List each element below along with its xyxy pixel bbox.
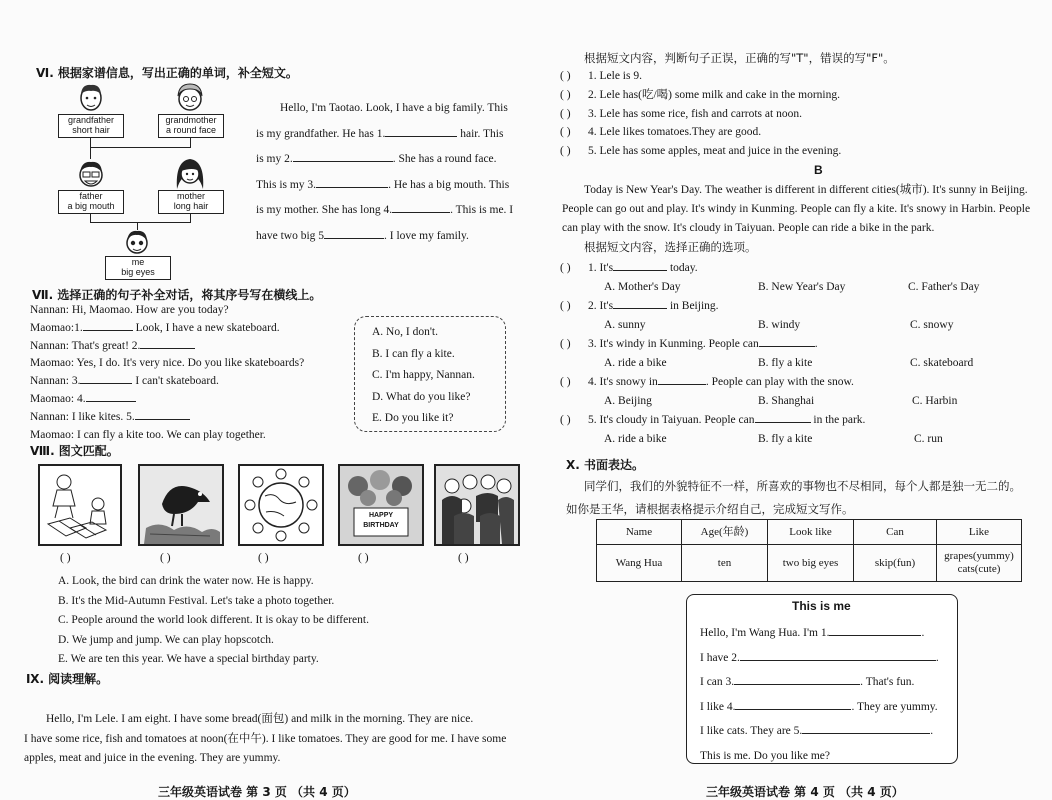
essay-blank-3[interactable] — [734, 674, 860, 685]
picture-crow — [138, 464, 224, 546]
essay-line: I like 4. — [700, 700, 736, 713]
section-9-title: Ⅸ. 阅读理解。 — [26, 672, 109, 686]
tf-paren-5[interactable]: ( ) — [560, 145, 571, 158]
dialog-blank-5[interactable] — [135, 409, 190, 420]
essay-lines — [700, 621, 939, 769]
mc-blank-1[interactable] — [613, 260, 667, 271]
essay-line: I have 2. — [700, 651, 740, 664]
weather-line-2: People can go out and play. It's windy in Kunming. People can fly a kite. It's snowy in Harbin. People — [562, 203, 1031, 215]
mc-blank-3[interactable] — [759, 336, 815, 347]
essay-line: This is me. Do you like me? — [700, 749, 830, 762]
section-6-title: Ⅵ. 根据家谱信息，写出正确的单词，补全短文。 — [36, 66, 298, 80]
weather-line-3: can play with the snow. It's cloudy in Taiyuan. People can ride a bike in the park. — [562, 222, 935, 234]
match-c: C. People around the world look different. It is okay to be different. — [58, 614, 369, 627]
passage-line: is my 2. — [256, 153, 293, 165]
table-cell: ten — [682, 545, 768, 582]
mc-4-opt-c: C. Harbin — [912, 395, 958, 407]
essay-line-end: . — [935, 651, 939, 664]
reading-line-1: Hello, I'm Lele. I am eight. I have some bread(面包) and milk in the morning. They are nice. — [46, 713, 474, 725]
mc-3-opt-b: B. fly a kite — [758, 357, 813, 369]
passage-line: This is my 3. — [256, 178, 317, 191]
mc-stem-3: 3. It's windy in Kunming. People can — [588, 338, 759, 350]
table-cell: skip(fun) — [854, 545, 937, 582]
family-passage — [256, 96, 513, 249]
mc-blank-5[interactable] — [755, 412, 811, 423]
essay-blank-1[interactable] — [829, 625, 921, 636]
section-7-title: Ⅶ. 选择正确的句子补全对话，将其序号写在横线上。 — [32, 288, 322, 302]
passage-line: is my mother. She has long 4. — [256, 204, 393, 216]
mother-trait: long hair — [173, 201, 209, 211]
blank-4[interactable] — [392, 202, 450, 213]
mc-stem-5-end: in the park. — [810, 414, 866, 426]
paren-pic-1[interactable]: ( ) — [60, 552, 71, 564]
mc-stem-1-end: today. — [667, 262, 698, 274]
section-8-title: Ⅷ. 图文匹配。 — [30, 444, 119, 458]
mc-1-opt-a: A. Mother's Day — [604, 281, 681, 293]
tf-questions — [560, 67, 841, 161]
mc-stem-1: 1. It's — [588, 262, 614, 274]
grandmother-trait: a round face — [165, 125, 217, 135]
birthday-sign-line1: HAPPY — [368, 512, 394, 519]
table-cell: grapes(yummy) cats(cute) — [937, 545, 1022, 582]
grandmother-label: grandmother — [165, 115, 217, 125]
weather-passage — [562, 181, 1030, 238]
mc-stem-4: 4. It's snowy in — [588, 376, 658, 388]
mother-label: mother — [176, 191, 205, 201]
mc-stem-2-end: in Beijing. — [667, 300, 719, 312]
table-header: Name — [597, 520, 682, 545]
dialog-blank-3[interactable] — [80, 373, 132, 384]
mc-blank-4[interactable] — [658, 374, 706, 385]
match-sentences — [58, 572, 369, 670]
father-face-icon — [74, 158, 108, 190]
passage-line-end: . He has a big mouth. This — [388, 178, 510, 191]
me-box — [105, 256, 171, 280]
essay-line-end: . — [930, 725, 934, 738]
blank-3[interactable] — [316, 177, 388, 188]
dialog-line: Maomao: Yes, I do. It's very nice. Do you like skateboards? — [30, 357, 305, 370]
mother-box — [158, 190, 224, 214]
dialog-line: Nannan: That's great! 2. — [30, 339, 141, 352]
mc-paren-5[interactable]: ( ) — [560, 414, 571, 426]
dialog-line: Maomao: 4. — [30, 392, 86, 405]
info-table — [596, 519, 1022, 582]
tf-paren-4[interactable]: ( ) — [560, 126, 571, 139]
dialog-line-end: Look, I have a new skateboard. — [132, 321, 280, 334]
birthday-sign — [354, 511, 408, 531]
passage-line: Hello, I'm Taotao. Look, I have a big family. This — [280, 102, 508, 114]
picture-hopscotch — [38, 464, 122, 546]
grandfather-label: grandfather — [67, 115, 115, 125]
dialog — [30, 302, 304, 444]
passage-line-end: . I love my family. — [384, 229, 469, 242]
match-a: A. Look, the bird can drink the water now. He is happy. — [58, 575, 314, 587]
birthday-image — [340, 466, 422, 544]
grandfather-face-icon — [74, 80, 108, 114]
table-header: Like — [937, 520, 1022, 545]
paren-pic-2[interactable]: ( ) — [160, 552, 171, 564]
me-label: me — [131, 257, 145, 267]
paren-pic-3[interactable]: ( ) — [258, 552, 269, 564]
weather-line-1: Today is New Year's Day. The weather is different in different cities(城市). It's sunny in Beijing. — [584, 184, 1028, 196]
passage-line-end: hair. This — [457, 127, 504, 140]
mc-questions — [560, 259, 980, 449]
writing-intro — [566, 475, 1021, 521]
paren-pic-4[interactable]: ( ) — [358, 552, 369, 564]
dialog-blank-4[interactable] — [86, 391, 136, 402]
essay-line-end: . That's fun. — [860, 676, 915, 689]
family-photo-image — [436, 466, 518, 544]
hopscotch-image — [40, 466, 120, 544]
picture-world — [238, 464, 324, 546]
match-b: B. It's the Mid-Autumn Festival. Let's take a photo together. — [58, 594, 335, 607]
world-image — [240, 466, 322, 544]
grandfather-trait: short hair — [72, 125, 110, 135]
passage-line: is my grandfather. He has 1. — [256, 127, 386, 140]
passage-line-end: . This is me. I — [450, 204, 514, 216]
mc-4-opt-b: B. Shanghai — [758, 395, 815, 407]
dialog-blank-1[interactable] — [83, 320, 133, 331]
grandfather-box — [58, 114, 124, 138]
option-b: B. I can fly a kite. — [372, 347, 455, 360]
table-cell: Wang Hua — [597, 545, 682, 582]
blank-2[interactable] — [293, 151, 393, 162]
dialog-line-end: I can't skateboard. — [132, 375, 219, 388]
mc-paren-1[interactable]: ( ) — [560, 262, 571, 274]
table-cell: two big eyes — [768, 545, 854, 582]
mc-paren-3[interactable]: ( ) — [560, 338, 571, 350]
option-a: A. No, I don't. — [372, 326, 438, 338]
mc-paren-4[interactable]: ( ) — [560, 376, 571, 388]
birthday-sign-line2: BIRTHDAY — [363, 522, 399, 529]
option-e: E. Do you like it? — [372, 412, 454, 424]
dialog-line: Nannan: 3. — [30, 375, 81, 388]
mc-2-opt-c: C. snowy — [910, 319, 954, 331]
mc-2-opt-a: A. sunny — [604, 319, 646, 331]
mother-face-icon — [173, 155, 207, 191]
mc-5-opt-b: B. fly a kite — [758, 433, 813, 445]
essay-title: This is me — [792, 599, 851, 613]
tf-paren-2[interactable]: ( ) — [560, 88, 571, 101]
me-face-icon — [121, 227, 153, 257]
part-a-instruction: 根据短文内容，判断句子正误，正确的写"T"，错误的写"F"。 — [584, 51, 895, 65]
grandmother-face-icon — [173, 80, 207, 114]
mc-stem-2: 2. It's — [588, 300, 614, 312]
mc-4-opt-a: A. Beijing — [604, 395, 652, 407]
reading-passage — [24, 710, 506, 769]
crow-image — [140, 466, 222, 544]
essay-line: I like cats. They are 5. — [700, 725, 803, 738]
passage-line-end: . She has a round face. — [392, 153, 497, 165]
footer-page-4: 三年级英语试卷 第 4 页 （共 4 页） — [706, 785, 904, 799]
tf-item-1: 1. Lele is 9. — [588, 70, 642, 82]
match-e: E. We are ten this year. We have a special birthday party. — [58, 653, 319, 666]
section-10-title: Ⅹ. 书面表达。 — [566, 458, 644, 472]
tf-item-2: 2. Lele has(吃/喝) some milk and cake in the morning. — [588, 88, 840, 101]
essay-line-end: . They are yummy. — [851, 700, 938, 713]
essay-blank-4[interactable] — [735, 699, 851, 710]
father-trait: a big mouth — [67, 201, 115, 211]
mc-stem-4-end: . People can play with the snow. — [705, 376, 854, 388]
father-box — [58, 190, 124, 214]
mc-stem-3-end: . — [814, 338, 818, 350]
mc-1-opt-b: B. New Year's Day — [758, 281, 846, 293]
essay-line: Hello, I'm Wang Hua. I'm 1. — [700, 627, 830, 639]
table-header: Age(年龄) — [682, 520, 768, 545]
me-trait: big eyes — [121, 267, 155, 277]
picture-family-photo — [434, 464, 520, 546]
mc-2-opt-b: B. windy — [758, 319, 801, 331]
tf-item-5: 5. Lele has some apples, meat and juice in the evening. — [588, 145, 842, 158]
tf-item-4: 4. Lele likes tomatoes.They are good. — [588, 126, 762, 139]
dialog-line: Maomao:1. — [30, 321, 83, 334]
blank-5[interactable] — [324, 228, 384, 239]
table-header: Can — [854, 520, 937, 545]
table-row — [597, 545, 1022, 582]
grandmother-box — [158, 114, 224, 138]
picture-birthday — [338, 464, 424, 546]
table-header-row — [597, 520, 1022, 545]
mc-3-opt-a: A. ride a bike — [604, 357, 667, 369]
option-c: C. I'm happy, Nannan. — [372, 369, 475, 381]
writing-intro-2: 如你是王华，请根据表格提示介绍自己，完成短文写作。 — [566, 502, 854, 516]
essay-blank-5[interactable] — [802, 723, 930, 734]
mc-blank-2[interactable] — [613, 298, 667, 309]
tf-paren-3[interactable]: ( ) — [560, 107, 571, 120]
options-list — [372, 322, 475, 430]
passage-line: have two big 5 — [256, 229, 325, 242]
dialog-line: Nannan: Hi, Maomao. How are you today? — [30, 304, 229, 316]
dialog-line: Maomao: I can fly a kite too. We can play together. — [30, 428, 266, 441]
mc-5-opt-a: A. ride a bike — [604, 433, 667, 445]
mc-paren-2[interactable]: ( ) — [560, 300, 571, 312]
mc-5-opt-c: C. run — [914, 433, 943, 445]
essay-line-end: . — [921, 627, 925, 639]
mc-stem-5: 5. It's cloudy in Taiyuan. People can — [588, 414, 755, 426]
blank-1[interactable] — [385, 126, 457, 137]
essay-blank-2[interactable] — [740, 650, 936, 661]
reading-line-2: I have some rice, fish and tomatoes at noon(在中午). I like tomatoes. They are good for me. I have some — [24, 732, 507, 745]
tf-paren-1[interactable]: ( ) — [560, 70, 571, 82]
essay-line: I can 3. — [700, 676, 735, 689]
option-d: D. What do you like? — [372, 390, 471, 403]
match-d: D. We jump and jump. We can play hopscotch. — [58, 633, 274, 646]
table-header: Look like — [768, 520, 854, 545]
mc-1-opt-c: C. Father's Day — [908, 281, 980, 293]
paren-pic-5[interactable]: ( ) — [458, 552, 469, 564]
writing-intro-1: 同学们，我们的外貌特征不一样，所喜欢的事物也不尽相同，每个人都是独一无二的。 — [584, 479, 1021, 493]
part-b-instruction: 根据短文内容，选择正确的选项。 — [584, 240, 757, 254]
dialog-blank-2[interactable] — [140, 338, 195, 349]
father-label: father — [79, 191, 103, 201]
dialog-line: Nannan: I like kites. 5. — [30, 410, 135, 423]
reading-line-3: apples, meat and juice in the evening. They are yummy. — [24, 752, 281, 764]
part-b-label: B — [814, 163, 823, 177]
tf-item-3: 3. Lele has some rice, fish and carrots at noon. — [588, 107, 802, 120]
footer-page-3: 三年级英语试卷 第 3 页 （共 4 页） — [158, 785, 356, 799]
mc-3-opt-c: C. skateboard — [910, 357, 974, 369]
